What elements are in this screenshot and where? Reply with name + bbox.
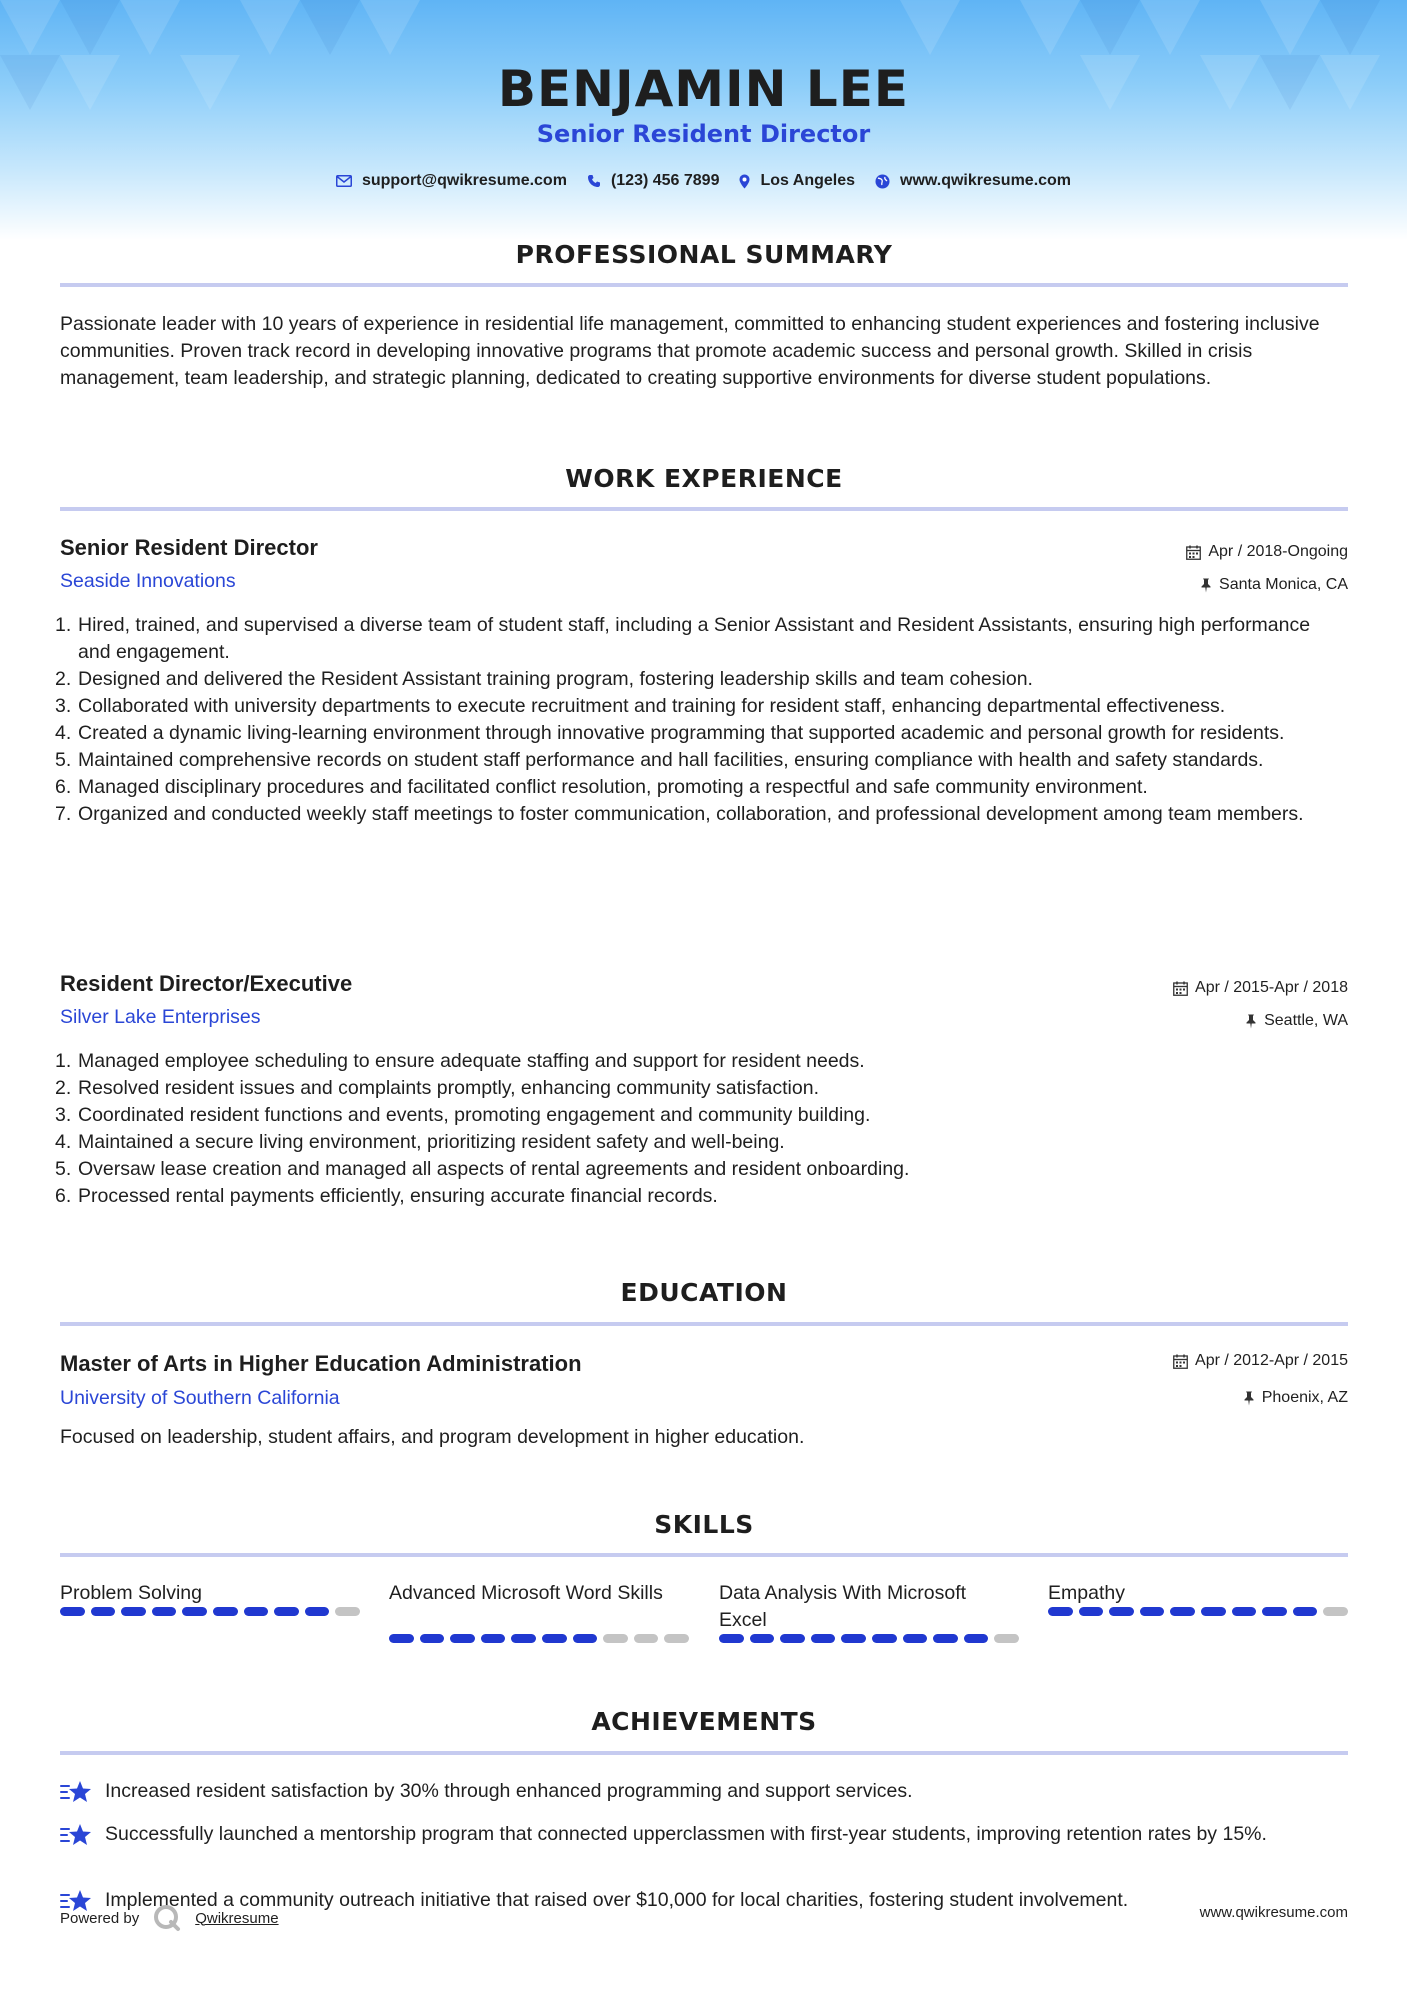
summary-text: Passionate leader with 10 years of experience in residential life management, committed to enhancing student experiences and fostering inclusive communities. Proven track record in developing innovative programs that promote academic success and personal growth. Skilled in crisis management, team leadership, and strategic planning, dedicated to creating supportive environments for diverse student populations. (60, 313, 1320, 389)
pushpin-icon (1245, 1014, 1257, 1029)
calendar-icon (1186, 545, 1201, 560)
skill-name: Data Analysis With Microsoft Excel (719, 1582, 967, 1631)
list-item: 3. Coordinated resident functions and events, promoting engagement and community building. (55, 1104, 871, 1126)
education-divider (60, 1322, 1348, 1326)
skill-segment-filled (542, 1634, 567, 1643)
list-item: 6. Managed disciplinary procedures and facilitated conflict resolution, promoting a respectful and safe community environment. (55, 776, 1148, 798)
skill-segment-empty (634, 1634, 659, 1643)
skill-name: Advanced Microsoft Word Skills (389, 1582, 663, 1604)
brand-link[interactable]: Qwikresume (195, 1909, 279, 1927)
pushpin-icon (1243, 1391, 1255, 1406)
skill-segment-filled (872, 1634, 897, 1643)
skill-segment-filled (305, 1607, 330, 1616)
list-item: 7. Organized and conducted weekly staff meetings to foster communication, collaboration, and professional development among team members. (55, 803, 1304, 825)
star-icon (60, 1823, 92, 1847)
website-text: www.qwikresume.com (900, 172, 1072, 189)
skill-segment-filled (1048, 1607, 1073, 1616)
education-location-text: Phoenix, AZ (1261, 1389, 1348, 1406)
list-item: 4. Maintained a secure living environment, prioritizing resident safety and well-being. (55, 1131, 785, 1153)
job-title: Resident Director/Executive (60, 971, 353, 996)
skill-segment-filled (1079, 1607, 1104, 1616)
job-company: Silver Lake Enterprises (60, 1006, 261, 1028)
job-company: Seaside Innovations (60, 570, 236, 592)
pushpin-icon (1200, 578, 1212, 593)
skill-segment-filled (121, 1607, 146, 1616)
contact-website[interactable] (875, 172, 1071, 190)
job-location (1245, 1012, 1348, 1030)
skill-segment-filled (719, 1634, 744, 1643)
skill-segment-filled (811, 1634, 836, 1643)
phone-text: (123) 456 7899 (610, 172, 720, 189)
contact-bar (0, 172, 1407, 190)
skill-segment-filled (903, 1634, 928, 1643)
skill-meter (60, 1607, 360, 1616)
list-item: 1. Hired, trained, and supervised a diverse team of student staff, including a Senior Assistant and Resident Assistants, ensuring high performance and engagement. (55, 614, 1311, 663)
star-icon (60, 1780, 92, 1804)
calendar-icon (1173, 981, 1188, 996)
achievement-text: Increased resident satisfaction by 30% through enhanced programming and support services. (105, 1780, 913, 1802)
skill-segment-filled (841, 1634, 866, 1643)
list-item: 3. Collaborated with university departments to execute recruitment and training for resident staff, enhancing departmental effectiveness. (55, 695, 1226, 717)
skill-name: Empathy (1048, 1582, 1125, 1604)
resume-header (0, 0, 1407, 240)
email-text: support@qwikresume.com (361, 172, 567, 189)
summary-heading: PROFESSIONAL SUMMARY (515, 240, 893, 269)
skill-segment-filled (933, 1634, 958, 1643)
job-bullets (55, 1048, 1348, 1210)
skill-segment-empty (603, 1634, 628, 1643)
skills-heading: SKILLS (654, 1510, 754, 1539)
list-item: 6. Processed rental payments efficiently, ensuring accurate financial records. (55, 1185, 718, 1207)
calendar-icon (1173, 1354, 1188, 1369)
school-name: University of Southern California (60, 1387, 340, 1409)
skill-segment-filled (1201, 1607, 1226, 1616)
qwikresume-logo-icon (153, 1904, 181, 1932)
job-location (1200, 576, 1348, 594)
skill-segment-empty (1323, 1607, 1348, 1616)
achievement-item (60, 1778, 1348, 1805)
powered-by-label: Powered by (60, 1909, 140, 1927)
achievement-item (60, 1821, 1348, 1848)
skill-item (60, 1580, 360, 1616)
skill-segment-filled (1109, 1607, 1134, 1616)
skill-segment-filled (1140, 1607, 1165, 1616)
job-dates (1173, 979, 1348, 997)
skill-segment-filled (91, 1607, 116, 1616)
skill-segment-filled (274, 1607, 299, 1616)
list-item: 5. Oversaw lease creation and managed all aspects of rental agreements and resident onboarding. (55, 1158, 910, 1180)
candidate-name: BENJAMIN LEE (497, 60, 910, 118)
skill-segment-filled (420, 1634, 445, 1643)
skills-divider (60, 1553, 1348, 1557)
skill-segment-filled (60, 1607, 85, 1616)
skill-item (719, 1580, 1019, 1643)
contact-location (739, 172, 855, 190)
experience-divider (60, 507, 1348, 511)
map-pin-icon (739, 174, 750, 189)
skill-item (1048, 1580, 1348, 1616)
skill-segment-filled (244, 1607, 269, 1616)
education-description: Focused on leadership, student affairs, and program development in higher education. (60, 1426, 805, 1448)
candidate-role: Senior Resident Director (536, 120, 871, 148)
skill-segment-filled (511, 1634, 536, 1643)
skill-segment-filled (1262, 1607, 1287, 1616)
skill-segment-filled (1170, 1607, 1195, 1616)
achievements-divider (60, 1751, 1348, 1755)
skill-segment-empty (994, 1634, 1019, 1643)
job-dates-text: Apr / 2015-Apr / 2018 (1195, 979, 1348, 996)
degree-title: Master of Arts in Higher Education Administration (60, 1351, 582, 1376)
skill-segment-filled (573, 1634, 598, 1643)
list-item: 2. Resolved resident issues and complaints promptly, enhancing community satisfaction. (55, 1077, 819, 1099)
contact-email[interactable] (336, 172, 567, 190)
job-title: Senior Resident Director (60, 535, 318, 560)
skill-segment-filled (182, 1607, 207, 1616)
education-location (1243, 1389, 1348, 1407)
skill-segment-empty (664, 1634, 689, 1643)
experience-heading: WORK EXPERIENCE (565, 464, 843, 493)
skill-segment-filled (964, 1634, 989, 1643)
job-bullets (55, 612, 1348, 828)
job-dates-text: Apr / 2018-Ongoing (1208, 543, 1348, 560)
achievement-text: Successfully launched a mentorship program that connected upperclassmen with first-year students, improving retention rates by 15%. (105, 1823, 1267, 1845)
list-item: 5. Maintained comprehensive records on student staff performance and hall facilities, ensuring compliance with health and safety standards. (55, 749, 1264, 771)
skill-segment-filled (152, 1607, 177, 1616)
education-dates-text: Apr / 2012-Apr / 2015 (1195, 1352, 1348, 1369)
globe-icon (875, 174, 890, 189)
skill-meter (389, 1634, 689, 1643)
skill-segment-filled (780, 1634, 805, 1643)
envelope-icon (336, 175, 352, 187)
skill-segment-filled (213, 1607, 238, 1616)
skill-segment-filled (481, 1634, 506, 1643)
phone-icon (587, 174, 601, 188)
job-dates (1186, 543, 1348, 561)
footer-website[interactable]: www.qwikresume.com (1199, 1904, 1348, 1921)
skill-item (389, 1580, 689, 1643)
list-item: 4. Created a dynamic living-learning environment through innovative programming that supported academic and personal growth for residents. (55, 722, 1285, 744)
skill-segment-filled (450, 1634, 475, 1643)
contact-phone[interactable] (587, 172, 720, 190)
location-text: Los Angeles (760, 172, 856, 189)
achievements-heading: ACHIEVEMENTS (591, 1707, 817, 1736)
skill-segment-filled (1232, 1607, 1257, 1616)
skill-segment-filled (389, 1634, 414, 1643)
skill-meter (719, 1634, 1019, 1643)
list-item: 2. Designed and delivered the Resident Assistant training program, fostering leadership skills and team cohesion. (55, 668, 1033, 690)
skill-segment-filled (1293, 1607, 1318, 1616)
education-heading: EDUCATION (620, 1278, 788, 1307)
job-location-text: Santa Monica, CA (1219, 576, 1348, 593)
powered-by (60, 1904, 279, 1932)
skill-segment-empty (335, 1607, 360, 1616)
summary-divider (60, 283, 1348, 287)
skill-meter (1048, 1607, 1348, 1616)
skill-segment-filled (750, 1634, 775, 1643)
skill-name: Problem Solving (60, 1582, 202, 1604)
job-location-text: Seattle, WA (1264, 1012, 1348, 1029)
education-dates (1173, 1352, 1348, 1370)
list-item: 1. Managed employee scheduling to ensure adequate staffing and support for resident needs. (55, 1050, 865, 1072)
achievement-text: Implemented a community outreach initiative that raised over $10,000 for local charities, fostering student involvement. (105, 1889, 1129, 1911)
